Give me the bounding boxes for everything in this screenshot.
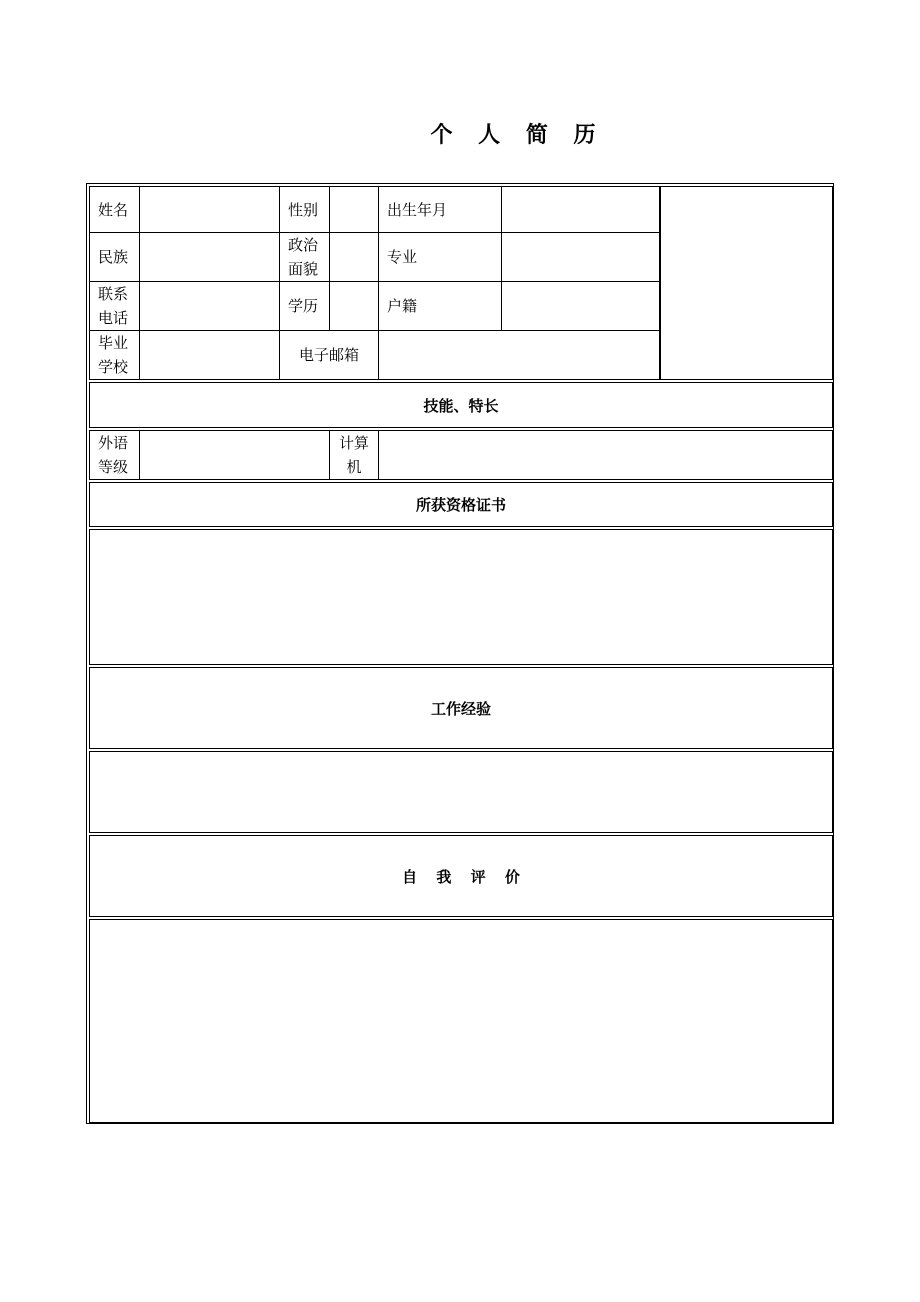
- computer-label-cell: [330, 431, 379, 479]
- ethnicity-label-cell: [90, 233, 140, 281]
- computer-label: 计算 机: [338, 434, 369, 476]
- major-label-cell: [379, 233, 502, 281]
- certificates-heading: [89, 482, 833, 527]
- ethnicity-label: 民族: [98, 248, 129, 266]
- skills-heading-text: 技能、特长: [423, 396, 499, 415]
- basic-info-row-3: [90, 282, 660, 331]
- education-value-cell[interactable]: [330, 282, 379, 330]
- gender-value-cell[interactable]: [330, 187, 379, 232]
- language-value-cell[interactable]: [140, 431, 330, 479]
- birth-label: 出生年月: [387, 200, 448, 219]
- basic-info-row-1: [90, 187, 660, 233]
- name-label-cell: [90, 187, 140, 232]
- self-evaluation-heading-text: 自 我 评 价: [402, 867, 520, 886]
- skills-heading: [89, 382, 833, 428]
- ethnicity-value-cell[interactable]: [140, 233, 280, 281]
- name-value-cell[interactable]: [140, 187, 280, 232]
- political-label-cell: [280, 233, 330, 281]
- resume-form-inner: [89, 186, 831, 1121]
- household-label-cell: [379, 282, 502, 330]
- phone-label: 联系 电话: [98, 285, 129, 327]
- household-value-cell[interactable]: [502, 282, 660, 330]
- certificates-heading-text: 所获资格证书: [415, 496, 506, 514]
- education-label: 学历: [288, 297, 319, 315]
- email-value-cell[interactable]: [379, 331, 660, 379]
- self-evaluation-heading: [89, 835, 833, 917]
- basic-info-section: [89, 186, 833, 380]
- certificates-content[interactable]: [89, 529, 833, 665]
- language-label-cell: [90, 431, 140, 479]
- self-evaluation-content[interactable]: [89, 919, 833, 1123]
- skills-row: [89, 430, 833, 480]
- political-label: 政治 面貌: [288, 236, 319, 278]
- phone-label-cell: [90, 282, 140, 330]
- resume-form: [86, 183, 834, 1124]
- education-label-cell: [280, 282, 330, 330]
- email-label-cell: [280, 331, 379, 379]
- phone-value-cell[interactable]: [140, 282, 280, 330]
- gender-label-cell: [280, 187, 330, 232]
- birth-value-cell[interactable]: [502, 187, 660, 232]
- school-label: 毕业 学校: [98, 334, 129, 376]
- school-value-cell[interactable]: [140, 331, 280, 379]
- school-label-cell: [90, 331, 140, 379]
- basic-info-row-2: [90, 233, 660, 282]
- major-label: 专业: [387, 248, 418, 266]
- page-title: 个 人 简 历: [430, 122, 596, 148]
- household-label: 户籍: [387, 297, 418, 315]
- work-experience-heading: [89, 667, 833, 749]
- major-value-cell[interactable]: [502, 233, 660, 281]
- work-experience-heading-text: 工作经验: [430, 699, 491, 718]
- name-label: 姓名: [98, 200, 129, 219]
- political-value-cell[interactable]: [330, 233, 379, 281]
- basic-info-row-4: [90, 331, 660, 379]
- photo-cell[interactable]: [660, 187, 832, 379]
- computer-value-cell[interactable]: [379, 431, 832, 479]
- birth-label-cell: [379, 187, 502, 232]
- work-experience-content[interactable]: [89, 751, 833, 833]
- gender-label: 性别: [288, 200, 319, 219]
- email-label: 电子邮箱: [298, 346, 359, 364]
- language-label: 外语 等级: [98, 434, 129, 476]
